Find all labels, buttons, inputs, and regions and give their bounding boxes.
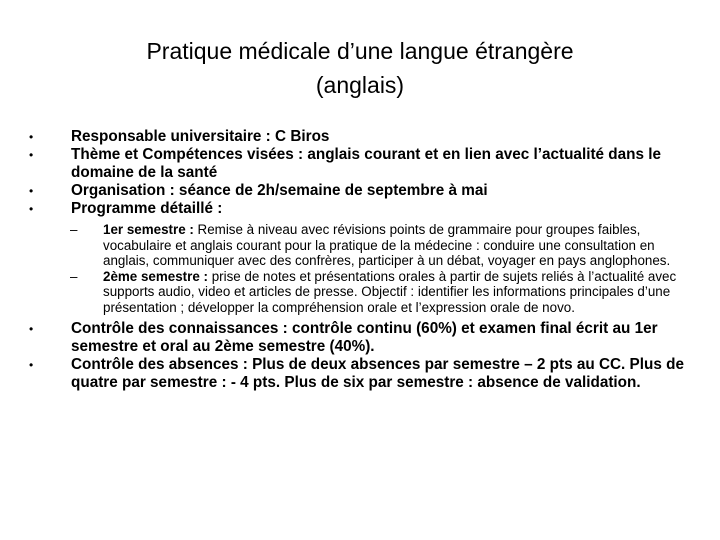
bullet-controle-connaissances-text: Contrôle des connaissances : contrôle continu (60%) et examen final écrit au 1er semestre et oral au 2ème semestre (40%). [71, 319, 658, 355]
bullet-programme-text: Programme détaillé : [71, 200, 223, 217]
semestre-1-text: Remise à niveau avec révisions points de grammaire pour groupes faibles, vocabulaire et anglais courant pour la pratique de la médecine : conduire une consultation en anglais, communiquer avec des confrères, participer à un débat, voyager en pays anglophones. [103, 222, 671, 269]
bullet-controle-absences-text: Contrôle des absences : Plus de deux absences par semestre – 2 pts au CC. Plus de quatre par semestre : - 4 pts. Plus de six par semestre : absence de validation. [71, 355, 684, 391]
bullet-controle-connaissances [26, 320, 692, 356]
bullet-organisation-text: Organisation : séance de 2h/semaine de septembre à mai [71, 182, 488, 199]
bullet-theme-text: Thème et Compétences visées : anglais courant et en lien avec l’actualité dans le domaine de la santé [71, 146, 662, 181]
main-bullet-list [26, 128, 692, 218]
bullet-responsable [26, 128, 692, 146]
slide-title-line-2: (anglais) [315, 72, 405, 98]
slide-content [26, 128, 692, 392]
bullet-icon: • [29, 357, 34, 372]
bullet-icon: • [29, 321, 34, 336]
dash-icon: – [70, 222, 78, 237]
semestre-2-label: 2ème semestre : [103, 268, 208, 284]
evaluation-bullet-list [26, 320, 692, 392]
bullet-organisation [26, 182, 692, 200]
bullet-responsable-text: Responsable universitaire : C Biros [71, 128, 330, 145]
bullet-icon: • [29, 130, 34, 144]
slide-title-line-1: Pratique médicale d’une langue étrangère [146, 38, 574, 64]
slide-title [60, 34, 660, 102]
bullet-icon: • [29, 184, 34, 198]
sub-bullet-semestre-2 [26, 269, 692, 316]
bullet-icon: • [29, 148, 34, 162]
bullet-controle-absences [26, 356, 692, 392]
bullet-programme [26, 200, 692, 218]
bullet-icon: • [29, 202, 34, 216]
semestre-2-text: prise de notes et présentations orales à partir de sujets reliés à l’actualité avec supports audio, video et articles de presse. Objectif : identifier les informations principales d’une présentation ; développer la compréhension orale et l’expression orale de novo. [103, 268, 677, 315]
dash-icon: – [70, 268, 78, 284]
bullet-theme [26, 146, 692, 182]
sub-bullet-semestre-1 [26, 222, 692, 269]
semestre-1-label: 1er semestre : [103, 222, 194, 237]
programme-sub-list [26, 222, 692, 316]
